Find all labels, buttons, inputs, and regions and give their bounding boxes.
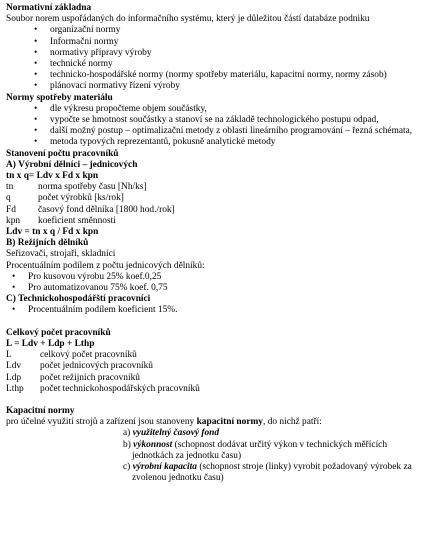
definition-value: počet režijních pracovníků [40, 372, 140, 383]
normative-list [6, 25, 448, 92]
material-norms-list [6, 104, 448, 149]
definition-value: časový fond dělníka [1800 hod./rok] [38, 204, 175, 215]
definition-key: tn [6, 182, 14, 193]
section-title-normative-base: Normativní základna [6, 3, 92, 13]
subsection-title-c: C) Technickohospodářští pracovníci [6, 294, 151, 305]
item-term: výkonnost [133, 439, 173, 450]
section-title-total-workers: Celkový počet pracovníků [6, 327, 111, 338]
formula-total: L = Ldv + Ldp + Lthp [6, 338, 95, 349]
capacity-intro-term: kapacitní normy [196, 417, 263, 428]
list-item: • technické normy [6, 59, 448, 70]
definition-value: počet technickohospodářských pracovníků [40, 383, 200, 394]
definition-value: celkový počet pracovníků [40, 350, 137, 361]
section-title-worker-count: Stanovení počtu pracovníků [6, 148, 119, 159]
definition-key: L [6, 350, 12, 361]
list-item: • organizační normy [6, 25, 448, 36]
list-item: • plánovací normativy řízení výroby [6, 81, 448, 92]
list-item: • vypočte se hmotnost součástky a stanoví se na základě technologického postupu odpad, [6, 115, 448, 126]
list-item: • Pro automatizovanou 75% koef. 0,75 [6, 283, 448, 294]
definition-key: Lthp [6, 383, 24, 394]
list-item: • Pro kusovou výrobu 25% koef.0,25 [6, 272, 448, 283]
definition-row [6, 205, 448, 216]
list-item: • metoda typových reprezentantů, pokusně analytické metody [6, 137, 448, 148]
definition-row [6, 373, 448, 384]
subsection-title-a: A) Výrobní dělníci – jednicových [6, 159, 138, 170]
list-item: • normativy přípravy výroby [6, 48, 448, 59]
list-item: • dle výkresu propočteme objem součástky, [6, 104, 448, 115]
definition-key: kpn [6, 215, 21, 226]
definition-row [6, 361, 448, 372]
item-term: využitelný časový fond [132, 428, 220, 439]
definition-value: koeficient směnnosti [38, 215, 116, 226]
definition-row [6, 216, 448, 227]
definition-key: q [6, 193, 11, 204]
overhead-list [6, 272, 448, 294]
formula-2: Ldv = tn x q / Fd x kpn [6, 227, 99, 238]
list-item: • Informační normy [6, 37, 448, 48]
capacity-intro-pre: pro účelné využití strojů a zařízení jsou stanoveny [6, 417, 197, 428]
definition-row [6, 193, 448, 204]
definition-row [6, 384, 448, 395]
definition-row [6, 182, 448, 193]
section-title-capacity-norms: Kapacitní normy [6, 405, 75, 416]
list-item: • Procentuálním podílem koeficient 15%. [6, 305, 448, 316]
definition-key: Ldp [6, 372, 22, 383]
definition-row [6, 350, 448, 361]
section-intro: Soubor norem uspořádaných do informačního systému, který je důležitou částí databáze podniku [6, 14, 370, 25]
definition-value: norma spotřeby času [Nh/ks] [38, 182, 147, 193]
list-item: • technicko-hospodářské normy (normy spotřeby materiálu, kapacitní normy, normy zásob) [6, 70, 448, 81]
item-prefix: b) [123, 439, 134, 450]
subsection-b-percent: Procentuálním podílem z počtu jednicových dělníků: [6, 260, 205, 271]
subsection-title-b: B) Režijních dělníků [6, 238, 89, 249]
definition-value: počet výrobků [ks/rok] [38, 193, 124, 204]
definition-value: počet jednicových pracovníků [40, 361, 153, 372]
definition-key: Fd [6, 204, 16, 215]
capacity-item-b [6, 440, 448, 462]
capacity-item-a [6, 428, 448, 439]
capacity-item-c [6, 462, 448, 484]
capacity-intro-post: , do nichž patří: [263, 417, 322, 428]
item-term: výrobní kapacita [132, 461, 197, 472]
formula-1: tn x q= Ldv x Fd x kpn [6, 171, 99, 182]
item-prefix: c) [123, 461, 133, 472]
thp-list [6, 305, 448, 316]
list-item: • další možný postup – optimalizační metody z oblasti lineárního programování – řezná schémata, [6, 126, 448, 137]
item-prefix: a) [123, 428, 133, 439]
section-title-material-norms: Normy spotřeby materiálu [6, 92, 113, 103]
subsection-b-text: Seřizovači, strojaři, skladníci [6, 249, 116, 260]
definition-key: Ldv [6, 361, 22, 372]
definition-list [6, 182, 448, 227]
capacity-intro [6, 417, 448, 428]
item-text: (schopnost dodávat určitý výkon v technických měřících jednotkách za jednotku času) [132, 439, 388, 461]
item-text: (schopnost stroje (linky) vyrobit požadovaný výrobek za zvolenou jednotku času) [132, 461, 412, 484]
total-definition-list [6, 350, 448, 395]
